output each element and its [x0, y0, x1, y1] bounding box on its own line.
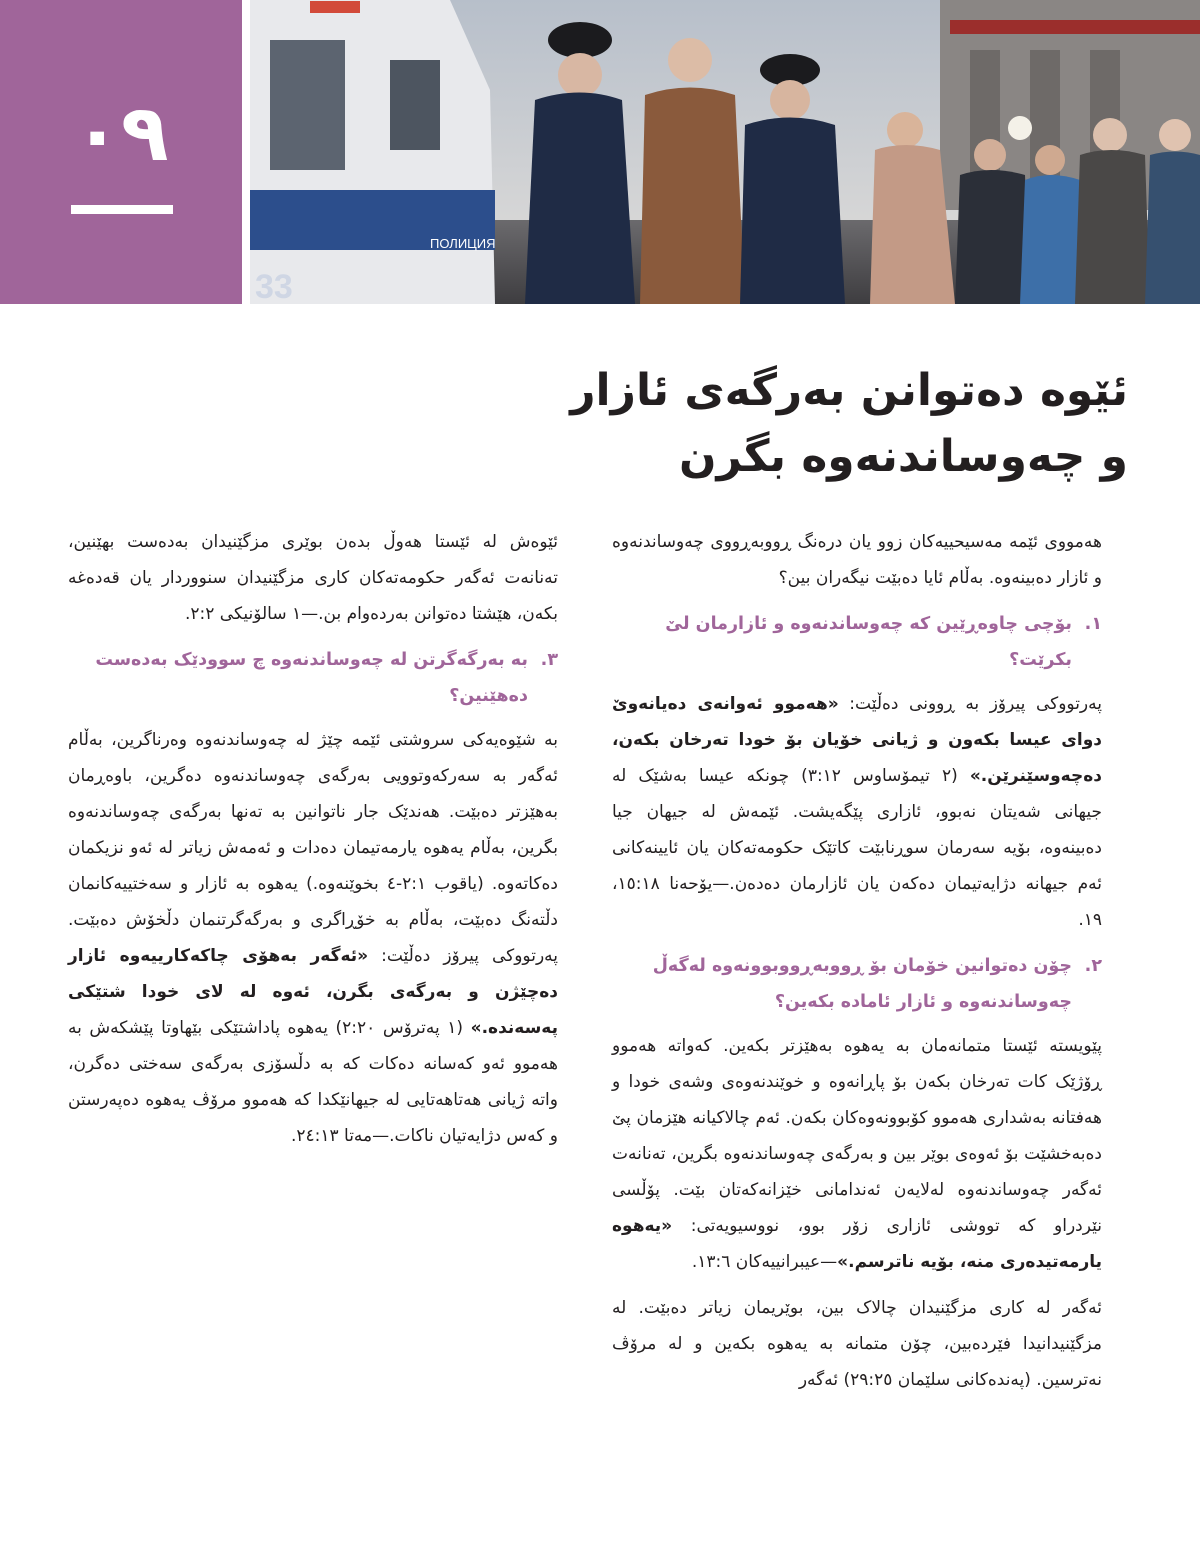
page-title: [428, 358, 1128, 490]
question-2-number: ٢.: [1084, 956, 1102, 976]
header-photo: [250, 0, 1200, 304]
left-column: [68, 524, 558, 1164]
van-number: 33: [255, 268, 293, 304]
police-van: [250, 0, 496, 304]
question-3-text: بە بەرگەگرتن لە چەوساندنەوە چ سوودێک بەدەست دەهێنین؟: [95, 650, 528, 706]
header-band: [0, 0, 1200, 304]
lesson-number-underline: [71, 205, 173, 214]
answer-1-text-c: (٢ تیمۆساوس ٣:١٢) چونکە عیسا بەشێک لە جیهانی شەیتان نەبوو، ئازاری پێگەیشت. ئێمەش لە جیهان جیا دەبینەوە، بۆیە سەرمان سوڕنابێت کاتێک حکومەتەکان یان ئایینەکانی ئەم جیهانە دژایەتیمان دەکەن یان ئازارمان دەدەن.—یۆحەنا ١٥:١٨، ١٩.: [612, 766, 1102, 930]
question-3: [68, 642, 558, 714]
answer-3-text-c: (١ پەترۆس ٢:٢٠) یەهوە پاداشتێکی بێهاوتا پێشکەش بە هەموو ئەو کەسانە دەکات کە بە دڵسۆزی بەرگەی سەختی دەگرن، واتە ژیانی هەتاهەتایی لە جیهانێکدا کە هەموو مرۆڤ یەهوە دەپەرستن و کەس دژایەتیان ناکات.—مەتا ٢٤:١٣.: [68, 1018, 558, 1146]
answer-2-quote: «یەهوە یارمەتیدەری منە، بۆیە ناترسم.»: [612, 1216, 1102, 1272]
question-2-text: چۆن دەتوانین خۆمان بۆ ڕووبەڕووبوونەوە لەگەڵ چەوساندنەوە و ئازار ئامادە بکەین؟: [652, 956, 1072, 1012]
question-2: [612, 948, 1102, 1020]
right-column: [612, 524, 1102, 1408]
lesson-number: ٠٩: [73, 89, 169, 179]
van-lettering: ПОЛИЦИЯ: [430, 236, 496, 251]
intro-paragraph: هەمووی ئێمە مەسیحییەکان زوو یان درەنگ ڕووبەڕووی چەوساندنەوە و ئازار دەبینەوە. بەڵام ئایا دەبێت نیگەران بین؟: [612, 532, 1102, 588]
page-title-line-1: ئێوە دەتوانن بەرگەی ئازار: [570, 365, 1128, 416]
answer-1-text-a: پەرتووکی پیرۆز بە ڕوونی دەڵێت:: [838, 694, 1102, 714]
answer-2-paragraph: [612, 1028, 1102, 1280]
lesson-number-box: [0, 0, 242, 304]
continued-paragraph: ئێوەش لە ئێستا هەوڵ بدەن بوێری مزگێنیدان بەدەست بهێنین، تەنانەت ئەگەر حکومەتەکان کاری مزگێنیدان سنووردار یان قەدەغە بکەن، هێشتا دەتوانن بەردەوام بن.—١ سالۆنیکی ٢:٢.: [68, 532, 558, 624]
answer-1-paragraph: [612, 686, 1102, 938]
answer-3-quote: «ئەگەر بەهۆی چاکەکارییەوە ئازار دەچێژن و بەرگەی بگرن، ئەوە لە لای خودا شتێکی پەسەندە.»: [68, 946, 558, 1038]
answer-2-text-a: پێویستە ئێستا متمانەمان بە یەهوە بەهێزتر بکەین. کەواتە هەموو ڕۆژێک کات تەرخان بکەن بۆ پاڕانەوە و خوێندنەوەی وشەی خودا و هەفتانە بەشداری هەموو کۆبوونەوەکان بکەن. ئەم چالاکیانە هێزمان پێ دەبەخشێت بۆ ئەوەی بوێر بین و بەرگەی چەوساندنەوە بگرین، تەنانەت ئەگەر چەوساندنەوە لەلایەن ئەندامانی خێزانەکەتان بێت. پۆڵسی نێردراو کە تووشی ئازاری زۆر بوو، نووسیویەتی:: [612, 1036, 1102, 1236]
question-1: [612, 606, 1102, 678]
answer-1-quote: «هەموو ئەوانەی دەیانەوێ دوای عیسا بکەون و ژیانی خۆیان بۆ خودا تەرخان بکەن، دەچەوسێنرێن.»: [612, 694, 1102, 786]
answer-2-continuation-paragraph: ئەگەر لە کاری مزگێنیدان چالاک بین، بوێریمان زیاتر دەبێت. لە مزگێنیدانیدا فێردەبین، چۆن متمانە بە یەهوە بکەین و لە مرۆڤ نەترسین. (پەندەکانی سلێمان ٢٩:٢٥) ئەگەر: [612, 1298, 1102, 1390]
answer-3-paragraph: [68, 722, 558, 1154]
question-1-number: ١.: [1084, 614, 1102, 634]
page-title-line-2: و چەوساندنەوە بگرن: [678, 431, 1128, 482]
question-1-text: بۆچی چاوەڕێین کە چەوساندنەوە و ئازارمان لێ بکرێت؟: [665, 614, 1072, 670]
question-3-number: ٣.: [540, 650, 558, 670]
answer-2-text-c: —عیبرانییەکان ١٣:٦.: [691, 1252, 838, 1272]
answer-3-text-a: بە شێوەیەکی سروشتی ئێمە چێژ لە چەوساندنەوە وەرناگرین، بەڵام ئەگەر بە سەرکەوتوویی بەرگەی چەوساندنەوە دەگرین، باوەڕمان بەهێزتر دەبێت. هەندێک جار ناتوانین بە تەنها بەرگەی چەوساندنەوە بگرین، بەڵام یەهوە یارمەتیمان دەدات و ئەمەش زیاتر لە ئەو نزیکمان دەکاتەوە. (یاقوب ٢:١-٤ بخوێنەوە.) یەهوە بە ئازار و سەختییەکانمان دڵتەنگ دەبێت، بەڵام بە خۆڕاگری و بەرگەگرتنمان دڵخۆش دەبێت. پەرتووکی پیرۆز دەڵێت:: [68, 730, 559, 966]
